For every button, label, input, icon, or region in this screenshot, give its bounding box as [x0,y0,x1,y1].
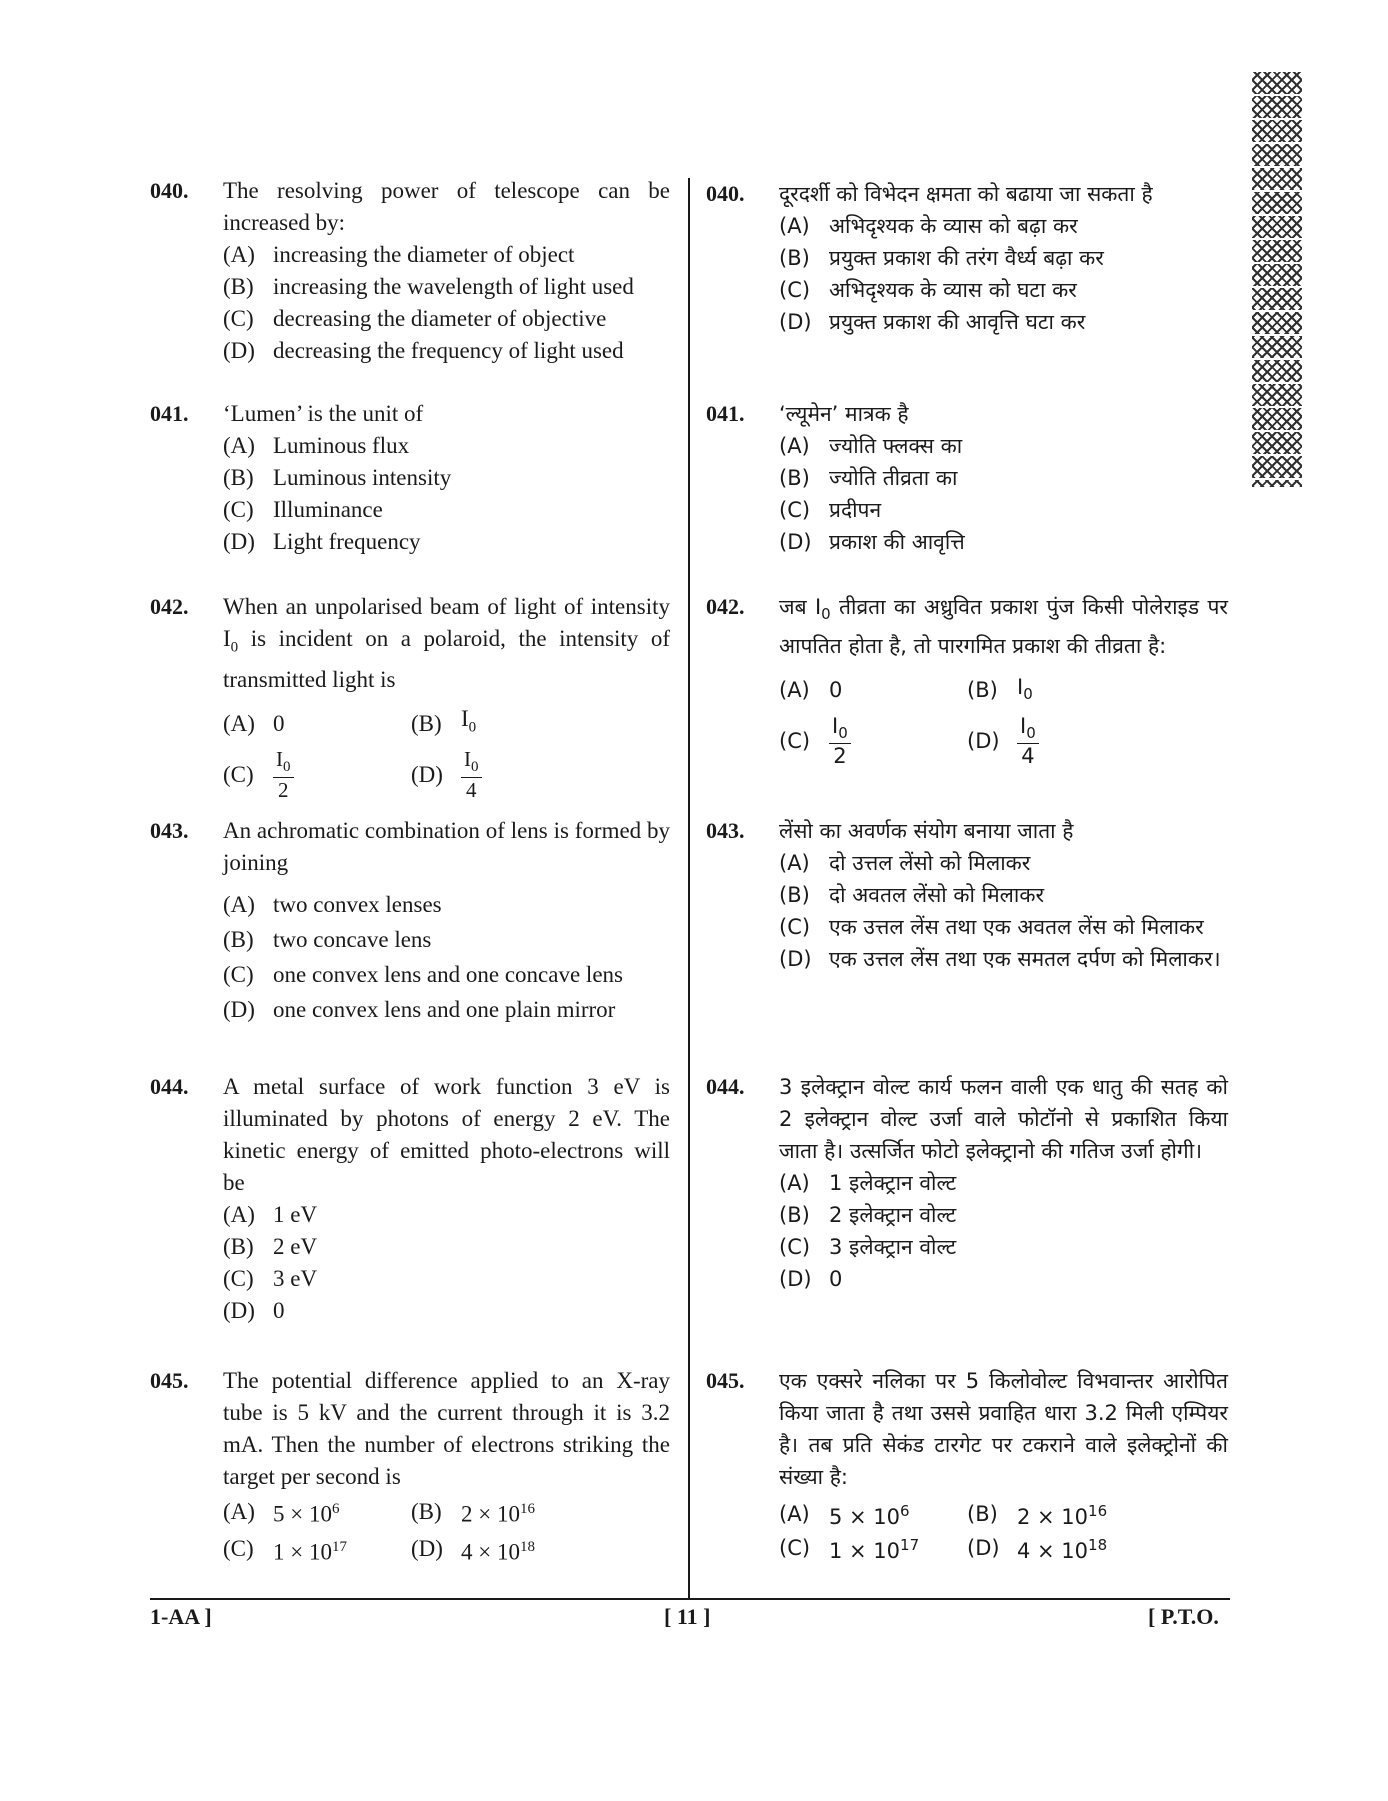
option-c: (C) one convex lens and one concave lens [223,962,623,987]
option-c: (C) $1 \times 10^{17}$ [223,1536,347,1565]
question-number: 044. [150,1074,189,1099]
footer-rule [150,1598,1230,1600]
option-d: (D) प्रकाश की आवृत्ति [779,530,965,554]
option-b: (B) $I_0$ [411,706,477,736]
question-text: लेंसो का अवर्णक संयोग बनाया जाता है [779,819,1074,843]
option-d: (D) $4 \times 10^{18}$ [411,1536,535,1565]
option-d: (D) 0 [779,1267,843,1291]
question-number: 041. [706,401,745,426]
question-text: ‘ल्यूमेन’ मात्रक है [779,402,909,426]
question-text: एक एक्सरे नलिका पर 5 किलोवोल्ट विभवान्तर आरोपित किया जाता है तथा उससे प्रवाहित धारा 3.2 मिली एम्पियर है। तब प्रति सेकंड टारगेट पर टकराने वाले इलेक्ट्रोनों की संख्या है: [779,1369,1228,1489]
option-d: (D) $\frac{I_0}{4}$ [967,710,1167,772]
option-c: (C) $\frac{I_0}{2}$ [779,710,967,772]
column-divider [688,178,690,1598]
option-b: (B) two concave lens [223,927,432,952]
question-number: 040. [150,178,189,203]
question-number: 041. [150,401,189,426]
fraction: $\frac{I_0}{2}$ [829,716,851,767]
option-d: (D) $4 \times 10^{18}$ [967,1536,1108,1563]
fraction: $\frac{I_0}{4}$ [461,749,482,801]
option-b: (B) 2 eV [223,1234,318,1259]
footer-booklet-code: 1-AA ] [150,1604,212,1629]
option-c: (C) प्रदीपन [779,498,882,522]
option-b: (B) $2 \times 10^{16}$ [967,1502,1108,1529]
fraction: $\frac{I_0}{2}$ [273,749,294,801]
option-a: (A) ज्योति फ्लक्स का [779,434,963,458]
question-text: ‘Lumen’ is the unit of [223,401,424,426]
option-b: (B) $2 \times 10^{16}$ [411,1498,535,1527]
option-d: (D) decreasing the frequency of light used [223,338,624,363]
fraction: $\frac{I_0}{4}$ [1017,716,1039,767]
option-d: (D) $\frac{I_0}{4}$ [411,744,611,806]
option-d: (D) एक उत्तल लेंस तथा एक समतल दर्पण को मिलाकर। [779,947,1221,971]
option-b: (B) increasing the wavelength of light used [223,274,634,299]
option-a: (A) 1 इलेक्ट्रान वोल्ट [779,1171,957,1195]
option-b: (B) दो अवतल लेंसो को मिलाकर [779,883,1045,907]
option-b: (B) $I_0$ [967,674,1033,703]
question-text: When an unpolarised beam of light of intensity $I_0$ is incident on a polaroid, the intensity of transmitted light is [223,594,670,692]
option-a: (A) 1 eV [223,1202,318,1227]
option-c: (C) एक उत्तल लेंस तथा एक अवतल लेंस को मिलाकर [779,915,1204,939]
option-c: (C) अभिदृश्यक के व्यास को घटा कर [779,278,1077,302]
option-d: (D) प्रयुक्त प्रकाश की आवृत्ति घटा कर [779,310,1086,334]
question-text: A metal surface of work function 3 eV is illuminated by photons of energy 2 eV. The kinetic energy of emitted photo-electrons will be [223,1074,670,1195]
option-d: (D) Light frequency [223,529,421,554]
footer-page-number: [ 11 ] [664,1604,711,1629]
question-number: 043. [150,818,189,843]
question-number: 040. [706,181,745,206]
option-grid [223,704,670,806]
question-number: 045. [706,1368,745,1393]
option-d: (D) 0 [223,1298,285,1323]
option-b: (B) ज्योति तीव्रता का [779,466,958,490]
question-text: दूरदर्शी को विभेदन क्षमता को बढाया जा सकता है [779,182,1153,206]
question-text: 3 इलेक्ट्रान वोल्ट कार्य फलन वाली एक धातु की सतह को 2 इलेक्ट्रान वोल्ट उर्जा वाले फोटॉनो से प्रकाशित किया जाता है। उत्सर्जित फोटो इलेक्ट्रानो की गतिज उर्जा होगी। [779,1075,1228,1163]
question-text: The resolving power of telescope can be increased by: [223,178,670,235]
option-a: (A) अभिदृश्यक के व्यास को बढ़ा कर [779,214,1078,238]
question-number: 043. [706,818,745,843]
decorative-border-pattern [1252,72,1302,487]
option-a: (A) two convex lenses [223,892,442,917]
option-c: (C) 3 eV [223,1266,318,1291]
option-b: (B) Luminous intensity [223,465,452,490]
option-a: (A) Luminous flux [223,433,410,458]
option-a: (A) दो उत्तल लेंसो को मिलाकर [779,851,1031,875]
option-a: (A) $5 \times 10^6$ [223,1498,340,1527]
question-text: The potential difference applied to an X-ray tube is 5 kV and the current through it is 3.2 mA. Then the number of electrons striking the target per second is [223,1368,670,1489]
option-grid [779,1497,1228,1565]
question-number: 044. [706,1074,745,1099]
option-a: (A) 0 [223,710,285,736]
option-c: (C) $1 \times 10^{17}$ [779,1536,920,1563]
option-c: (C) $\frac{I_0}{2}$ [223,744,411,806]
option-d: (D) one convex lens and one plain mirror [223,997,616,1022]
option-b: (B) 2 इलेक्ट्रान वोल्ट [779,1203,957,1227]
option-c: (C) Illuminance [223,497,383,522]
option-a: (A) $5 \times 10^6$ [779,1502,910,1529]
question-text: An achromatic combination of lens is formed by joining [223,818,670,875]
question-number: 042. [150,594,189,619]
option-c: (C) decreasing the diameter of objective [223,306,607,331]
option-a: (A) 0 [779,678,843,703]
question-number: 042. [706,594,745,619]
question-text: जब $I_0$ तीव्रता का अध्रुवित प्रकाश पुंज किसी पोलेराइड पर आपतित होता है, तो पारगमित प्रकाश की तीव्रता है: [779,595,1228,659]
option-b: (B) प्रयुक्त प्रकाश की तरंग वैर्ध्य बढ़ा कर [779,246,1104,270]
question-number: 045. [150,1368,189,1393]
option-a: (A) increasing the diameter of object [223,242,575,267]
option-grid [779,670,1228,772]
footer-pto: [ P.T.O. [1148,1604,1219,1629]
option-c: (C) 3 इलेक्ट्रान वोल्ट [779,1235,957,1259]
option-grid [223,1493,670,1568]
